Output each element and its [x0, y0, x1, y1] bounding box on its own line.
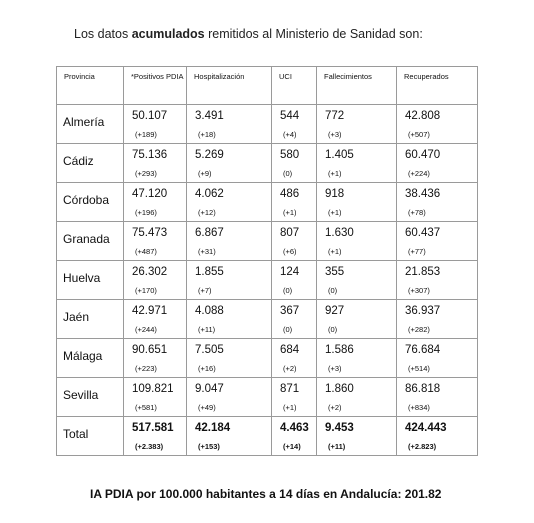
data-cell [397, 300, 478, 339]
data-cell [397, 378, 478, 417]
cell-delta: (+11) [198, 325, 216, 334]
province-name: Almería [63, 115, 105, 129]
cell-delta: (+2) [283, 364, 297, 373]
cell-delta: (+3) [328, 130, 342, 139]
cell-delta: (+514) [408, 364, 430, 373]
province-name: Granada [63, 232, 110, 246]
cell-delta: (+18) [198, 130, 216, 139]
table-total-row [57, 417, 478, 456]
cell-delta: (+2.823) [408, 442, 437, 451]
cell-value: 36.937 [405, 305, 441, 317]
cell-delta: (+834) [408, 403, 430, 412]
header-cell [317, 67, 397, 105]
table-row [57, 339, 478, 378]
cell-value: 9.047 [195, 383, 224, 395]
data-cell [317, 261, 397, 300]
header-label: Hospitalización [194, 72, 245, 81]
table-row [57, 222, 478, 261]
data-cell [187, 144, 272, 183]
cell-value: 6.867 [195, 227, 224, 239]
data-cell [272, 378, 317, 417]
cell-value: 4.088 [195, 305, 224, 317]
province-cell [57, 183, 124, 222]
cell-value: 517.581 [132, 422, 174, 434]
cell-delta: (+1) [328, 169, 342, 178]
cell-value: 4.463 [280, 422, 309, 434]
cell-delta: (+2) [328, 403, 342, 412]
cell-delta: (+1) [283, 208, 297, 217]
cell-value: 1.860 [325, 383, 354, 395]
data-cell [272, 144, 317, 183]
header-cell [124, 67, 187, 105]
data-cell [272, 222, 317, 261]
data-cell [272, 183, 317, 222]
cell-delta: (+487) [135, 247, 157, 256]
province-cell [57, 378, 124, 417]
cell-value: 5.269 [195, 149, 224, 161]
data-cell [317, 417, 397, 456]
cell-delta: (+6) [283, 247, 297, 256]
data-cell [124, 300, 187, 339]
cell-delta: (+1) [283, 403, 297, 412]
cell-value: 60.437 [405, 227, 441, 239]
data-cell [397, 417, 478, 456]
cell-delta: (+223) [135, 364, 157, 373]
cell-value: 772 [325, 110, 345, 122]
data-cell [317, 222, 397, 261]
cell-delta: (+293) [135, 169, 157, 178]
cell-value: 7.505 [195, 344, 224, 356]
cell-value: 580 [280, 149, 300, 161]
cell-value: 424.443 [405, 422, 447, 434]
data-cell [317, 300, 397, 339]
cell-value: 355 [325, 266, 345, 278]
intro-before: Los datos [74, 27, 132, 41]
cell-value: 42.184 [195, 422, 231, 434]
cell-delta: (+77) [408, 247, 426, 256]
data-cell [397, 183, 478, 222]
data-cell [124, 261, 187, 300]
data-cell [124, 222, 187, 261]
cell-delta: (+11) [328, 442, 346, 451]
cell-value: 42.808 [405, 110, 441, 122]
header-cell [272, 67, 317, 105]
cell-value: 90.651 [132, 344, 168, 356]
province-cell [57, 339, 124, 378]
cell-delta: (+14) [283, 442, 301, 451]
cell-value: 76.684 [405, 344, 441, 356]
cell-delta: (0) [283, 325, 293, 334]
cell-delta: (+244) [135, 325, 157, 334]
data-cell [272, 339, 317, 378]
table-row [57, 300, 478, 339]
data-cell [124, 144, 187, 183]
data-cell [187, 339, 272, 378]
cell-value: 1.405 [325, 149, 354, 161]
province-cell [57, 261, 124, 300]
header-label: Provincia [64, 72, 95, 81]
cell-delta: (+1) [328, 208, 342, 217]
data-cell [397, 339, 478, 378]
province-name: Málaga [63, 349, 103, 363]
cell-delta: (+307) [408, 286, 430, 295]
header-label: Recuperados [404, 72, 449, 81]
data-cell [187, 417, 272, 456]
data-cell [397, 105, 478, 144]
intro-text [74, 27, 423, 41]
province-cell [57, 105, 124, 144]
data-cell [317, 105, 397, 144]
cell-value: 684 [280, 344, 300, 356]
province-name: Cádiz [63, 154, 94, 168]
cell-delta: (+1) [328, 247, 342, 256]
cell-value: 26.302 [132, 266, 168, 278]
cell-value: 807 [280, 227, 300, 239]
cell-value: 1.855 [195, 266, 224, 278]
data-cell [124, 339, 187, 378]
province-name: Sevilla [63, 388, 99, 402]
cell-delta: (+12) [198, 208, 216, 217]
data-cell [187, 183, 272, 222]
cell-delta: (+31) [198, 247, 216, 256]
data-cell [317, 378, 397, 417]
data-cell [397, 144, 478, 183]
table-row [57, 183, 478, 222]
cell-value: 21.853 [405, 266, 441, 278]
cell-delta: (+581) [135, 403, 157, 412]
data-cell [397, 222, 478, 261]
data-cell [187, 261, 272, 300]
cell-value: 871 [280, 383, 300, 395]
province-name: Total [63, 427, 89, 441]
cell-value: 75.473 [132, 227, 168, 239]
covid-data-table [56, 66, 478, 456]
province-name: Huelva [63, 271, 101, 285]
data-cell [187, 378, 272, 417]
data-cell [124, 183, 187, 222]
cell-delta: (+16) [198, 364, 216, 373]
data-cell [187, 300, 272, 339]
header-label: UCI [279, 72, 292, 81]
data-cell [272, 105, 317, 144]
cell-value: 918 [325, 188, 345, 200]
cell-value: 1.630 [325, 227, 354, 239]
cell-value: 42.971 [132, 305, 168, 317]
cell-value: 109.821 [132, 383, 174, 395]
data-cell [187, 222, 272, 261]
cell-delta: (+4) [283, 130, 297, 139]
header-label: Fallecimientos [324, 72, 372, 81]
data-cell [317, 144, 397, 183]
cell-value: 486 [280, 188, 300, 200]
cell-value: 9.453 [325, 422, 354, 434]
cell-delta: (+196) [135, 208, 157, 217]
table-row [57, 261, 478, 300]
data-cell [124, 417, 187, 456]
header-cell [187, 67, 272, 105]
header-label: *Positivos PDIA [131, 72, 184, 81]
cell-value: 544 [280, 110, 300, 122]
cell-delta: (+9) [198, 169, 212, 178]
data-cell [187, 105, 272, 144]
data-cell [317, 183, 397, 222]
data-cell [272, 300, 317, 339]
cell-delta: (0) [328, 325, 338, 334]
cell-value: 4.062 [195, 188, 224, 200]
data-cell [272, 417, 317, 456]
cell-delta: (+507) [408, 130, 430, 139]
header-cell [397, 67, 478, 105]
data-cell [272, 261, 317, 300]
cell-delta: (0) [328, 286, 338, 295]
province-cell [57, 300, 124, 339]
province-name: Córdoba [63, 193, 110, 207]
intro-after: remitidos al Ministerio de Sanidad son: [204, 27, 423, 41]
table-row [57, 144, 478, 183]
cell-value: 3.491 [195, 110, 224, 122]
cell-delta: (+2.383) [135, 442, 164, 451]
data-cell [397, 261, 478, 300]
cell-value: 86.818 [405, 383, 441, 395]
cell-value: 38.436 [405, 188, 441, 200]
table-header-row [57, 67, 478, 105]
cell-delta: (+153) [198, 442, 220, 451]
cell-delta: (+282) [408, 325, 430, 334]
data-cell [124, 105, 187, 144]
cell-delta: (+224) [408, 169, 430, 178]
data-cell [124, 378, 187, 417]
cell-delta: (+3) [328, 364, 342, 373]
intro-bold: acumulados [131, 27, 205, 41]
cell-value: 60.470 [405, 149, 441, 161]
cell-value: 50.107 [132, 110, 168, 122]
table-row [57, 378, 478, 417]
cell-value: 47.120 [132, 188, 168, 200]
cell-value: 1.586 [325, 344, 354, 356]
cell-delta: (+170) [135, 286, 157, 295]
cell-delta: (0) [283, 169, 293, 178]
cell-value: 927 [325, 305, 345, 317]
cell-delta: (+7) [198, 286, 212, 295]
province-name: Jaén [63, 310, 90, 324]
cell-value: 367 [280, 305, 300, 317]
incidence-footer: IA PDIA por 100.000 habitantes a 14 días en Andalucía: 201.82 [90, 487, 442, 501]
header-cell [57, 67, 124, 105]
table-row [57, 105, 478, 144]
province-cell [57, 417, 124, 456]
province-cell [57, 222, 124, 261]
data-cell [317, 339, 397, 378]
cell-delta: (0) [283, 286, 293, 295]
cell-delta: (+78) [408, 208, 426, 217]
cell-delta: (+189) [135, 130, 157, 139]
cell-value: 75.136 [132, 149, 168, 161]
cell-delta: (+49) [198, 403, 216, 412]
province-cell [57, 144, 124, 183]
cell-value: 124 [280, 266, 300, 278]
